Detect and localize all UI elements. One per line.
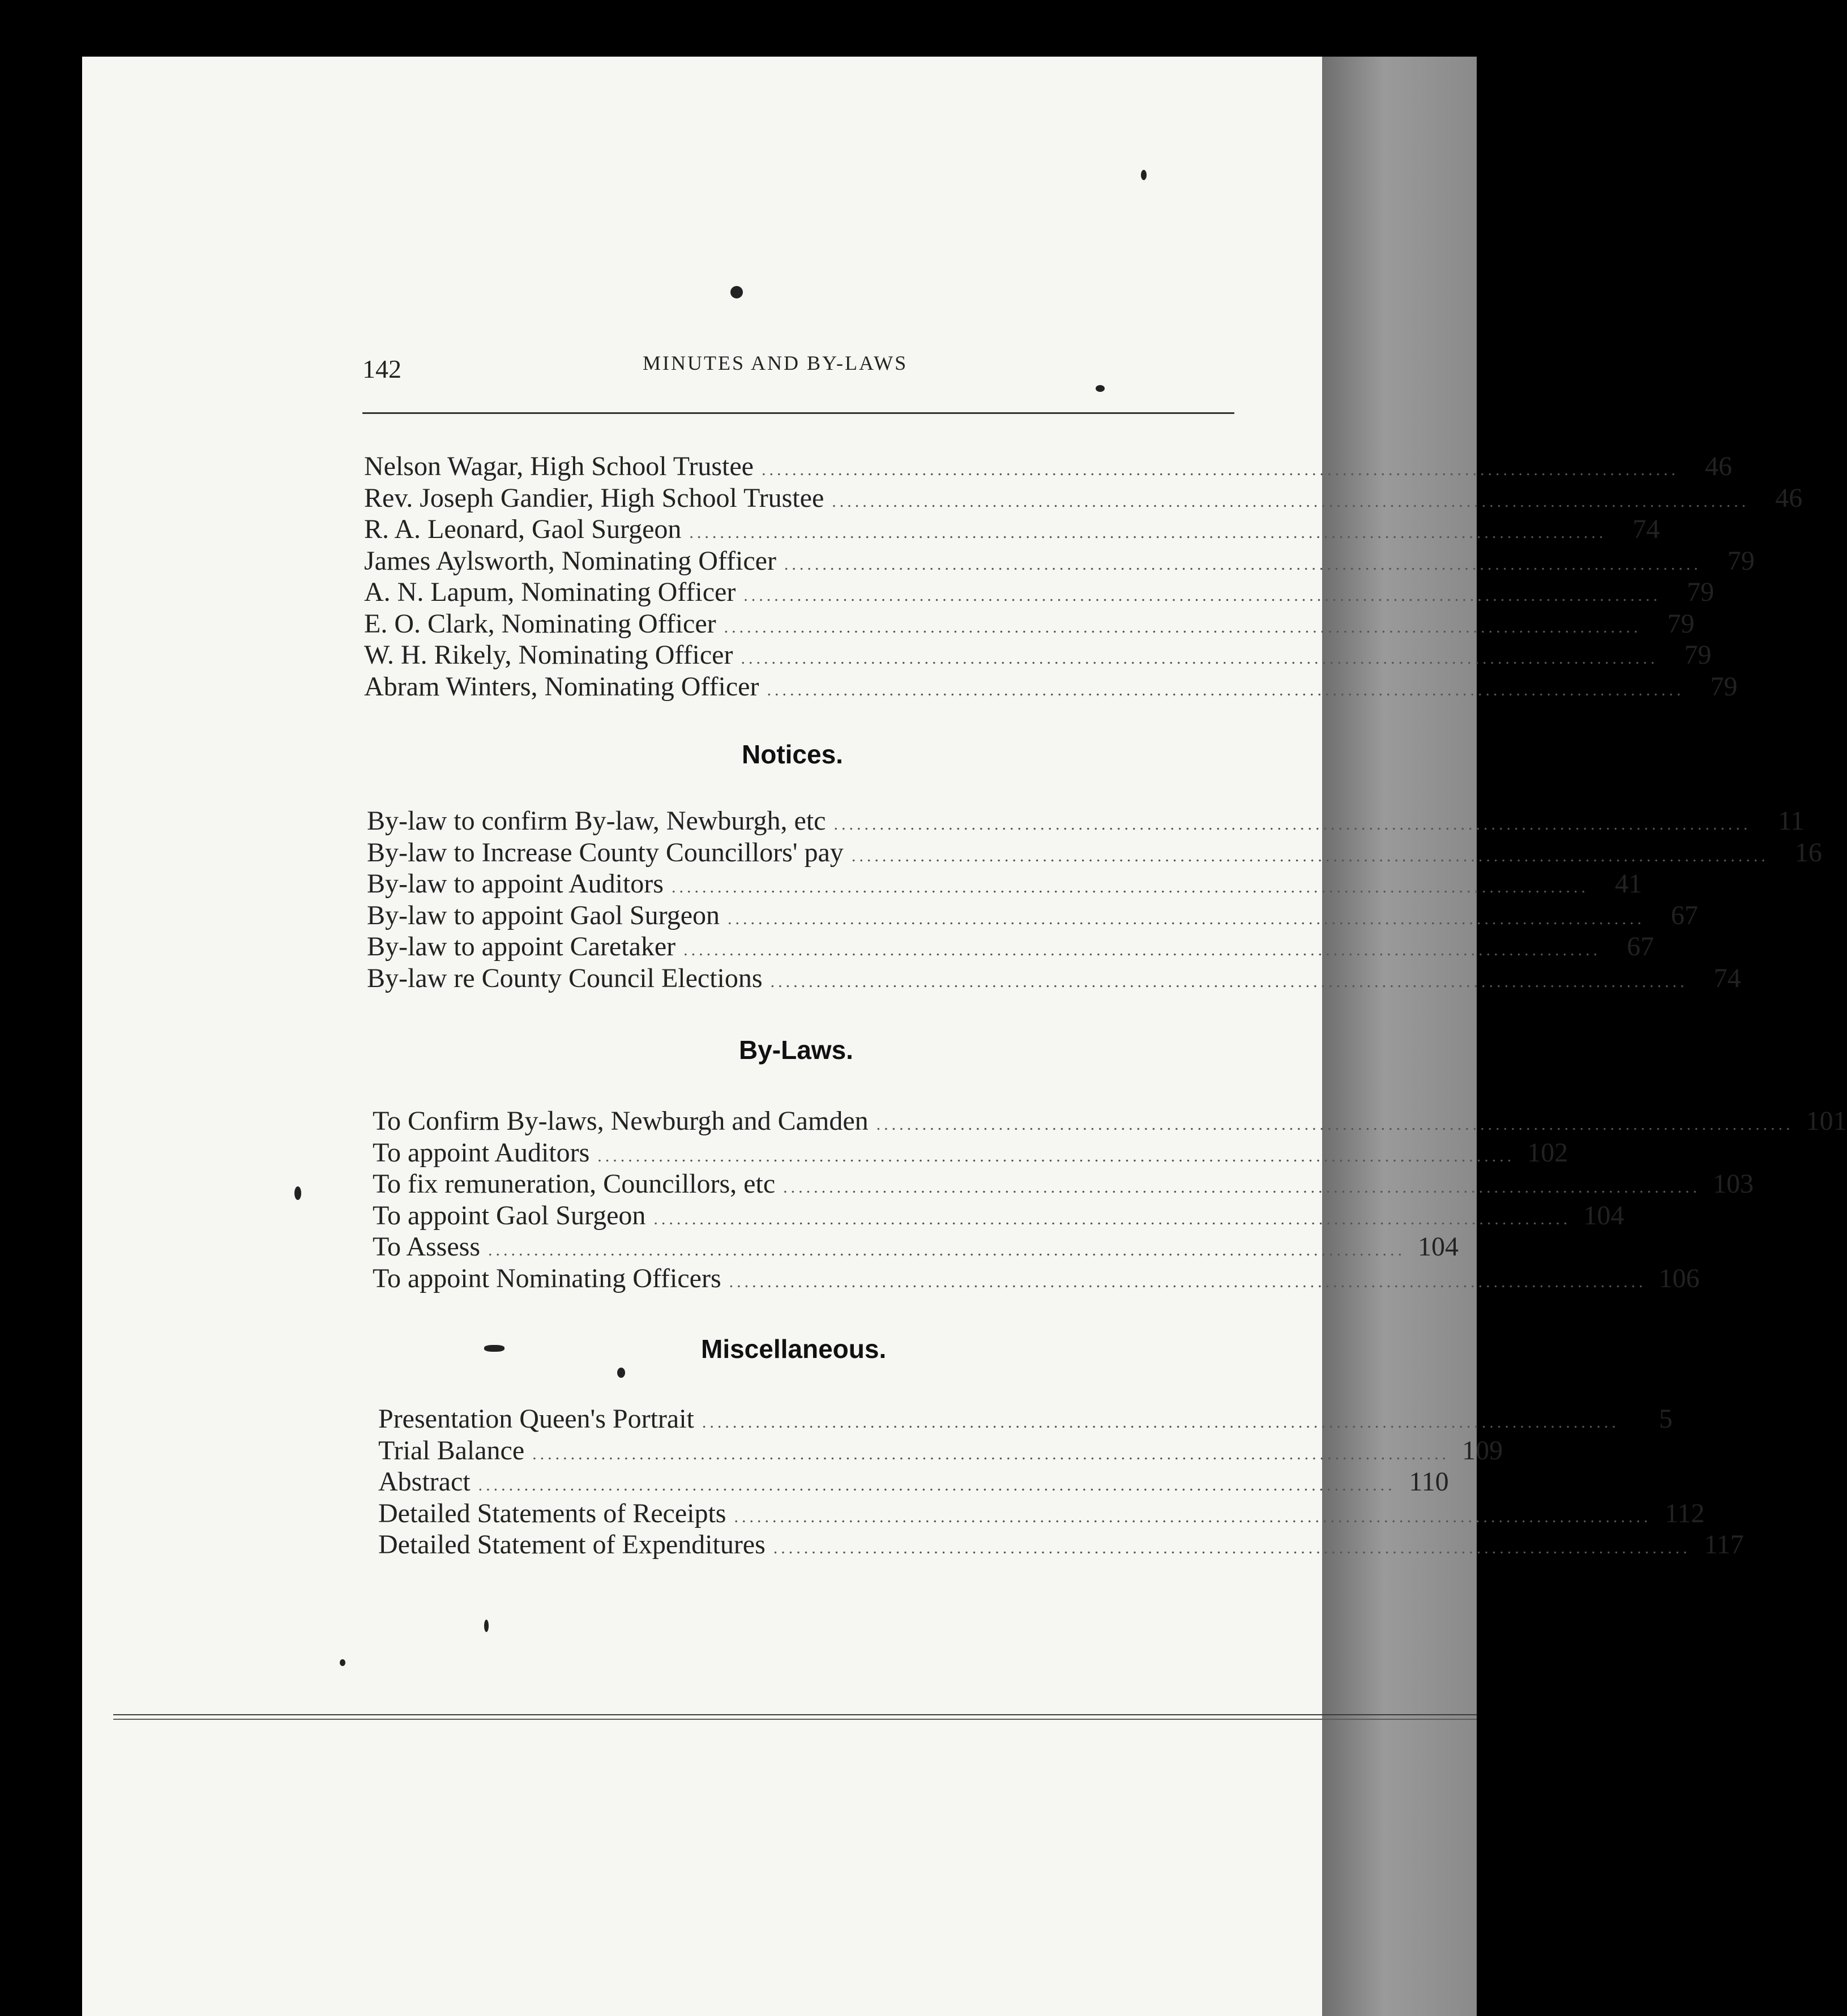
entry-label: By-law to Increase County Councillors' pay: [367, 837, 844, 868]
entry-label: By-law re County Council Elections: [367, 963, 763, 993]
entry-page: 79: [1710, 671, 1738, 702]
index-entry: [373, 1263, 1700, 1295]
entry-page: 79: [1684, 640, 1712, 670]
index-entry: [367, 931, 1654, 963]
dot-leader: ........................................................................................................................: [702, 1413, 1619, 1432]
entry-page: 103: [1713, 1169, 1754, 1199]
entry-page: 106: [1658, 1263, 1700, 1293]
dot-leader: ........................................................................................................................: [728, 909, 1645, 928]
appointments-list: [364, 451, 1803, 702]
dot-leader: ........................................................................................................................: [478, 1476, 1396, 1494]
entry-page: 74: [1632, 514, 1660, 544]
ink-speck: [1096, 385, 1105, 392]
dot-leader: ........................................................................................................................: [734, 1507, 1652, 1526]
index-entry: [378, 1466, 1449, 1498]
miscellaneous-list: [378, 1403, 1744, 1561]
index-entry: [373, 1231, 1459, 1263]
entry-label: E. O. Clark, Nominating Officer: [364, 608, 716, 639]
entry-label: To appoint Nominating Officers: [373, 1263, 721, 1293]
index-entry: [373, 1137, 1568, 1169]
notices-list: [367, 805, 1822, 994]
entry-page: 104: [1583, 1200, 1624, 1231]
entry-page: 16: [1794, 837, 1822, 868]
index-entry: [364, 545, 1755, 577]
entry-label: To appoint Gaol Surgeon: [373, 1200, 646, 1231]
index-entry: [364, 451, 1732, 482]
entry-page: 104: [1418, 1232, 1459, 1262]
index-entry: [364, 514, 1660, 545]
entry-page: 79: [1727, 545, 1755, 576]
entry-label: To fix remuneration, Councillors, etc: [373, 1169, 776, 1199]
dot-leader: ........................................................................................................................: [832, 492, 1750, 511]
dot-leader: ........................................................................................................................: [833, 815, 1751, 834]
dot-leader: ........................................................................................................................: [689, 523, 1607, 542]
index-entry: [378, 1498, 1705, 1530]
entry-label: By-law to appoint Auditors: [367, 869, 664, 899]
entry-page: 74: [1713, 963, 1741, 993]
entry-label: By-law to confirm By-law, Newburgh, etc: [367, 806, 826, 836]
dot-leader: ........................................................................................................................: [741, 649, 1658, 668]
entry-page: 117: [1704, 1530, 1744, 1560]
ink-speck: [484, 1620, 489, 1632]
entry-page: 102: [1527, 1137, 1568, 1168]
dot-leader: ........................................................................................................................: [597, 1146, 1515, 1165]
entry-page: 46: [1775, 482, 1803, 513]
entry-label: Trial Balance: [378, 1435, 525, 1466]
index-entry: [378, 1529, 1744, 1561]
entry-label: To Confirm By-laws, Newburgh and Camden: [373, 1106, 869, 1136]
dot-leader: ........................................................................................................................: [770, 972, 1688, 991]
header-rule: [362, 412, 1234, 414]
entry-page: 11: [1778, 806, 1805, 836]
entry-page: 79: [1687, 577, 1715, 607]
ink-speck: [1141, 170, 1147, 180]
index-entry: [373, 1105, 1847, 1137]
entry-label: A. N. Lapum, Nominating Officer: [364, 577, 736, 607]
dot-leader: ........................................................................................................................: [729, 1272, 1647, 1291]
miscellaneous-heading: Miscellaneous.: [701, 1334, 887, 1364]
entry-page: 67: [1627, 932, 1654, 962]
dot-leader: ........................................................................................................................: [773, 1539, 1691, 1557]
bylaws-heading: By-Laws.: [739, 1035, 853, 1065]
dot-leader: ........................................................................................................................: [767, 680, 1684, 699]
dot-leader: ........................................................................................................................: [784, 554, 1701, 574]
entry-label: Abstract: [378, 1467, 471, 1497]
dot-leader: ........................................................................................................................: [851, 846, 1769, 865]
entry-page: 112: [1665, 1498, 1705, 1528]
ink-speck: [294, 1186, 301, 1200]
entry-label: By-law to appoint Gaol Surgeon: [367, 900, 720, 930]
entry-label: Nelson Wagar, High School Trustee: [364, 451, 754, 481]
index-entry: [378, 1435, 1503, 1467]
entry-page: 67: [1671, 900, 1699, 930]
index-entry: [367, 900, 1699, 932]
entry-page: 110: [1409, 1467, 1449, 1497]
page-number: 142: [362, 354, 401, 383]
notices-heading: Notices.: [742, 740, 843, 769]
index-entry: [364, 608, 1695, 640]
ink-speck: [484, 1345, 504, 1352]
index-entry: [367, 963, 1741, 994]
bylaws-list: [373, 1105, 1847, 1294]
entry-page: 46: [1704, 451, 1732, 481]
index-entry: [364, 639, 1712, 671]
index-entry: [373, 1168, 1754, 1200]
dot-leader: ........................................................................................................................: [724, 617, 1641, 637]
dot-leader: ........................................................................................................................: [761, 460, 1679, 479]
entry-page: 5: [1658, 1404, 1673, 1434]
entry-label: To Assess: [373, 1232, 481, 1262]
entry-label: Abram Winters, Nominating Officer: [364, 671, 759, 702]
entry-label: Rev. Joseph Gandier, High School Trustee: [364, 482, 824, 513]
index-entry: [364, 576, 1715, 608]
dot-leader: ........................................................................................................................: [783, 1178, 1701, 1197]
page-paper: [82, 57, 1322, 2016]
entry-page: 101: [1806, 1106, 1847, 1136]
running-head: MINUTES AND BY-LAWS: [643, 352, 908, 374]
dot-leader: ........................................................................................................................: [653, 1209, 1571, 1228]
entry-label: James Aylsworth, Nominating Officer: [364, 545, 776, 576]
entry-page: 79: [1667, 608, 1695, 639]
dot-leader: ........................................................................................................................: [876, 1115, 1794, 1134]
index-entry: [364, 671, 1738, 703]
entry-page: 41: [1614, 869, 1642, 899]
dot-leader: ........................................................................................................................: [671, 878, 1589, 896]
index-entry: [367, 805, 1805, 837]
index-entry: [364, 482, 1803, 514]
adjacent-page-edge: [1322, 57, 1477, 2016]
entry-label: W. H. Rikely, Nominating Officer: [364, 640, 733, 670]
dot-leader: ........................................................................................................................: [532, 1444, 1450, 1463]
entry-label: Detailed Statements of Receipts: [378, 1498, 726, 1528]
entry-page: 109: [1462, 1435, 1503, 1466]
entry-label: By-law to appoint Caretaker: [367, 932, 676, 962]
index-entry: [373, 1200, 1624, 1232]
index-entry: [378, 1403, 1673, 1435]
ink-speck: [340, 1659, 345, 1666]
dot-leader: ........................................................................................................................: [743, 586, 1661, 605]
index-entry: [367, 837, 1822, 869]
fold-line: [113, 1714, 1477, 1720]
entry-label: R. A. Leonard, Gaol Surgeon: [364, 514, 682, 544]
entry-label: Detailed Statement of Expenditures: [378, 1530, 766, 1560]
entry-label: Presentation Queen's Portrait: [378, 1404, 694, 1434]
ink-speck: [617, 1368, 625, 1378]
dot-leader: ........................................................................................................................: [683, 941, 1601, 959]
index-entry: [367, 868, 1642, 900]
entry-label: To appoint Auditors: [373, 1137, 590, 1168]
ink-speck: [730, 286, 743, 298]
dot-leader: ........................................................................................................................: [488, 1241, 1406, 1259]
